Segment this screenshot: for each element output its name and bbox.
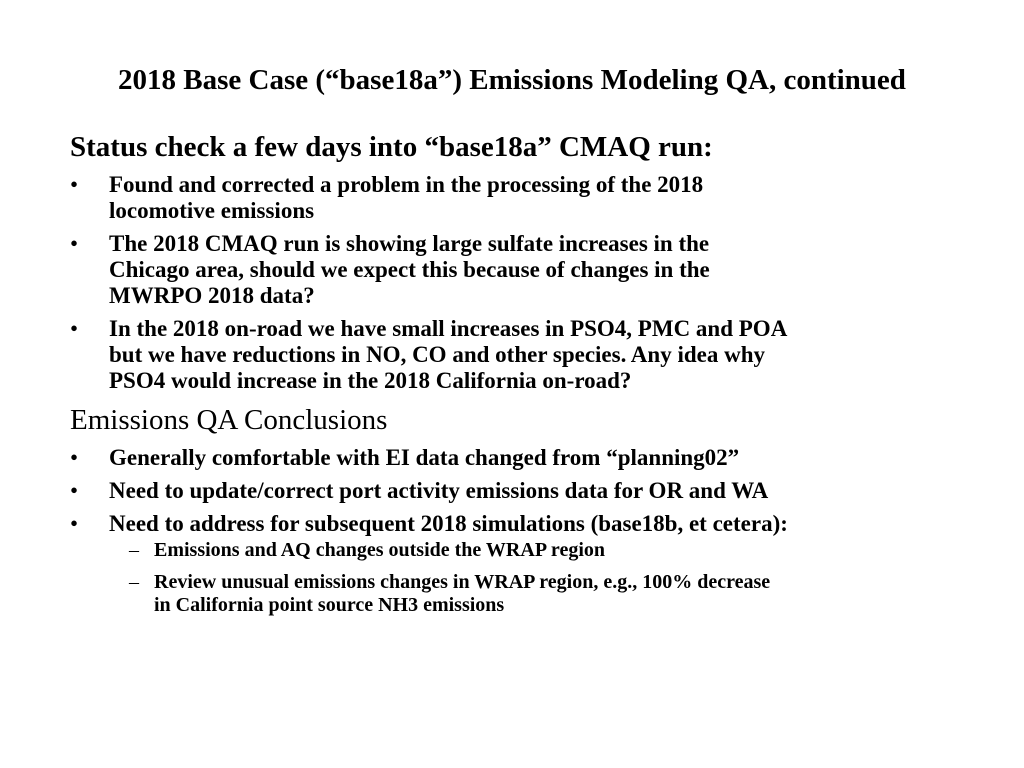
qa-conclusions-bullet-list bbox=[70, 445, 970, 617]
bullet-marker: • bbox=[70, 316, 79, 341]
bullet-line: The 2018 CMAQ run is showing large sulfate increases in the bbox=[109, 231, 710, 256]
sub-bullet-item bbox=[109, 571, 970, 617]
bullet-marker: • bbox=[70, 478, 79, 503]
bullet-item bbox=[70, 511, 970, 617]
bullet-line: MWRPO 2018 data? bbox=[109, 283, 315, 308]
bullet-item bbox=[70, 445, 970, 471]
slide-title: 2018 Base Case (“base18a”) Emissions Modeling QA, continued bbox=[118, 64, 906, 96]
bullet-marker: • bbox=[70, 511, 79, 536]
bullet-item bbox=[70, 478, 970, 504]
section-heading-status-check: Status check a few days into “base18a” CMAQ run: bbox=[70, 131, 713, 163]
bullet-item bbox=[70, 172, 970, 224]
sub-bullet-marker: – bbox=[129, 539, 139, 561]
section-heading-qa-conclusions: Emissions QA Conclusions bbox=[70, 404, 388, 436]
bullet-line: but we have reductions in NO, CO and other species. Any idea why bbox=[109, 342, 765, 367]
slide-content bbox=[70, 128, 970, 626]
status-check-bullet-list bbox=[70, 172, 970, 394]
bullet-item bbox=[70, 231, 970, 309]
bullet-marker: • bbox=[70, 445, 79, 470]
bullet-line: In the 2018 on-road we have small increases in PSO4, PMC and POA bbox=[109, 316, 788, 341]
bullet-line: Generally comfortable with EI data changed from “planning02” bbox=[109, 445, 740, 470]
sub-bullet-list bbox=[109, 539, 970, 617]
bullet-line: Chicago area, should we expect this because of changes in the bbox=[109, 257, 710, 282]
bullet-item bbox=[70, 316, 970, 394]
sub-bullet-line: Review unusual emissions changes in WRAP region, e.g., 100% decrease bbox=[154, 571, 771, 593]
bullet-line: PSO4 would increase in the 2018 California on-road? bbox=[109, 368, 632, 393]
bullet-line: locomotive emissions bbox=[109, 198, 315, 223]
sub-bullet-item bbox=[109, 539, 970, 562]
bullet-line: Need to address for subsequent 2018 simulations (base18b, et cetera): bbox=[109, 511, 788, 536]
bullet-marker: • bbox=[70, 172, 79, 197]
sub-bullet-line: Emissions and AQ changes outside the WRAP region bbox=[154, 539, 606, 561]
bullet-marker: • bbox=[70, 231, 79, 256]
sub-bullet-line: in California point source NH3 emissions bbox=[154, 594, 505, 616]
bullet-line: Found and corrected a problem in the processing of the 2018 bbox=[109, 172, 704, 197]
bullet-line: Need to update/correct port activity emissions data for OR and WA bbox=[109, 478, 769, 503]
sub-bullet-marker: – bbox=[129, 571, 139, 593]
